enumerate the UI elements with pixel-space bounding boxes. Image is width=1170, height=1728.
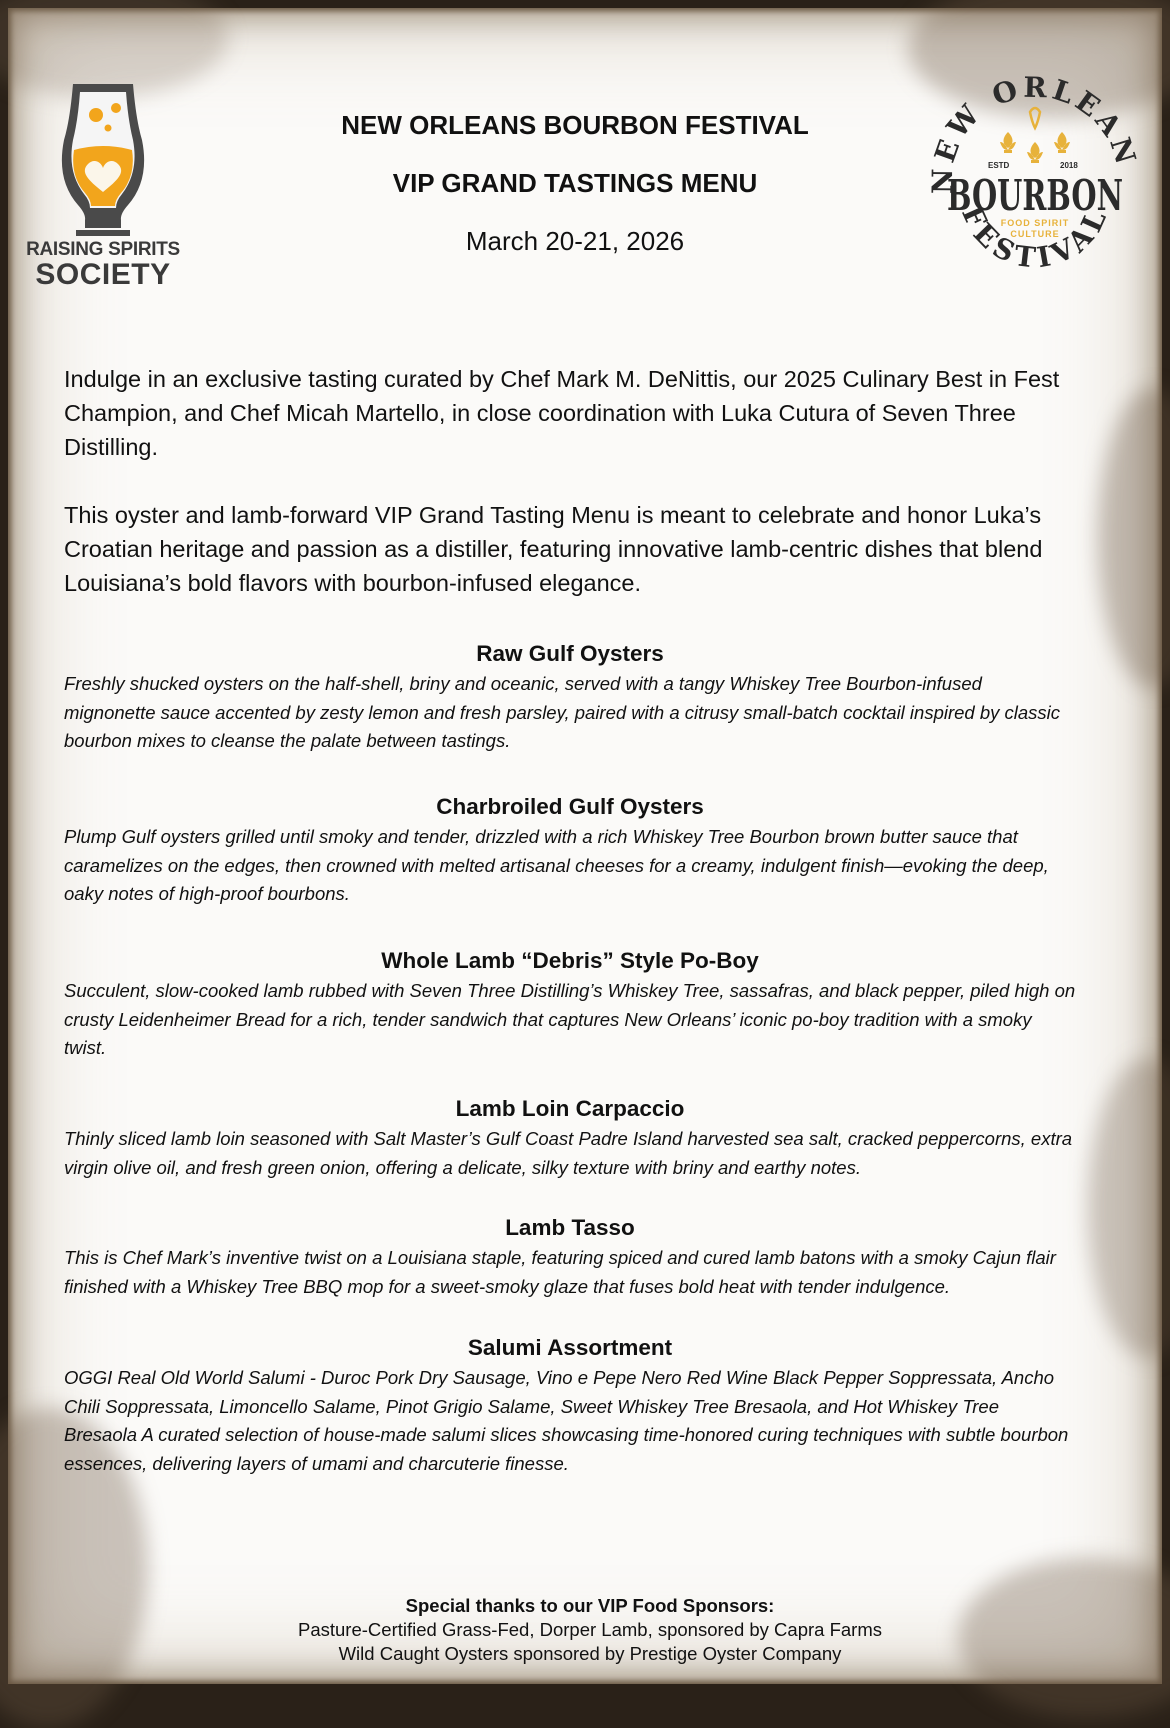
menu-item [64,640,1076,756]
logo-year: 2018 [1060,161,1078,170]
intro-paragraph-2: This oyster and lamb-forward VIP Grand Tasting Menu is meant to celebrate and honor Luka’s Croatian heritage and passion as a distiller, featuring innovative lamb-centric dishes that blend Louisiana’s bold flavors with bourbon-infused elegance. [64,502,1043,596]
menu-item [64,793,1076,909]
sponsors-title: Special thanks to our VIP Food Sponsors: [405,1595,775,1616]
menu-item [64,1095,1076,1182]
logo-bourbon-word: BOURBON [947,171,1123,220]
menu-item-description: Thinly sliced lamb loin seasoned with Salt Master’s Gulf Coast Padre Island harvested sea salt, cracked peppercorns, extra virgin olive oil, and fresh green onion, offering a delicate, silky texture with briny and earthy notes. [64,1128,1073,1178]
bourbon-festival-logo [930,70,1140,290]
logo-line-raising-spirits: RAISING SPIRITS [26,239,180,260]
fleur-de-lis-icon [1000,108,1070,163]
menu-item-description: OGGI Real Old World Salumi - Duroc Pork Dry Sausage, Vino e Pepe Nero Red Wine Black Pepper Soppressata, Ancho Chili Soppressata, Limoncello Salame, Pinot Grigio Salame, Sweet Whiskey Tree Bresaola, and Hot Whiskey Tree Bresaola A curated selection of house-made salumi slices showcasing time-honored curing techniques with subtle bourbon essences, delivering layers of umami and charcuterie finesse. [64,1367,1069,1474]
sponsors-section [100,1594,1080,1666]
menu-item-title: Lamb Tasso [505,1215,635,1240]
menu-item [64,1334,1076,1478]
festival-title: NEW ORLEANS BOURBON FESTIVAL [341,110,809,140]
intro-paragraph-1: Indulge in an exclusive tasting curated by Chef Mark M. DeNittis, our 2025 Culinary Best in Fest Champion, and Chef Micah Martello, in close coordination with Luka Cutura of Seven Three Distilling. [64,366,1060,460]
menu-item [64,1214,1076,1301]
menu-item [64,947,1076,1063]
logo-tagline-1: FOOD SPIRIT [1000,218,1070,228]
event-date: March 20-21, 2026 [465,226,685,256]
sponsor-line-oysters: Wild Caught Oysters sponsored by Prestige Oyster Company [338,1643,842,1664]
menu-item-title: Salumi Assortment [467,1335,673,1360]
sponsor-line-lamb: Pasture-Certified Grass-Fed, Dorper Lamb, sponsored by Capra Farms [298,1619,882,1640]
glencairn-glass-icon [18,80,188,240]
menu-item-description: Plump Gulf oysters grilled until smoky and tender, drizzled with a rich Whiskey Tree Bourbon brown butter sauce that caramelizes on the edges, then crowned with melted artisanal cheeses for a creamy, indulgent finish—evoking the deep, oaky notes of high-proof bourbons. [64,826,1049,904]
logo-tagline-2: CULTURE [1010,229,1060,239]
menu-item-title: Lamb Loin Carpaccio [455,1096,685,1121]
menu-item-description: This is Chef Mark’s inventive twist on a Louisiana staple, featuring spiced and cured lamb batons with a smoky Cajun flair finished with a Whiskey Tree BBQ mop for a sweet-smoky glaze that fuses bold heat with tender indulgence. [64,1247,1056,1297]
logo-arc-festival: FESTIVAL [955,200,1115,275]
menu-item-title: Charbroiled Gulf Oysters [436,794,704,819]
menu-item-title: Whole Lamb “Debris” Style Po-Boy [381,948,759,973]
logo-estd: ESTD [988,161,1010,170]
menu-title: VIP GRAND TASTINGS MENU [392,168,758,198]
menu-item-description: Succulent, slow-cooked lamb rubbed with Seven Three Distilling’s Whiskey Tree, sassafras, and black pepper, piled high on crusty Leidenheimer Bread for a rich, tender sandwich that captures New Orleans’ iconic po-boy tradition with a smoky twist. [64,980,1076,1058]
logo-arc-new-orleans: EW ORLEAN [930,70,1140,172]
menu-item-description: Freshly shucked oysters on the half-shell, briny and oceanic, served with a tangy Whiskey Tree Bourbon-infused mignonette sauce accented by zesty lemon and fresh parsley, paired with a citrusy small-batch cocktail inspired by classic bourbon mixes to cleanse the palate between tastings. [64,673,1061,751]
menu-item-title: Raw Gulf Oysters [476,641,664,666]
logo-line-society: SOCIETY [35,258,171,291]
raising-spirits-society-logo [18,80,188,290]
